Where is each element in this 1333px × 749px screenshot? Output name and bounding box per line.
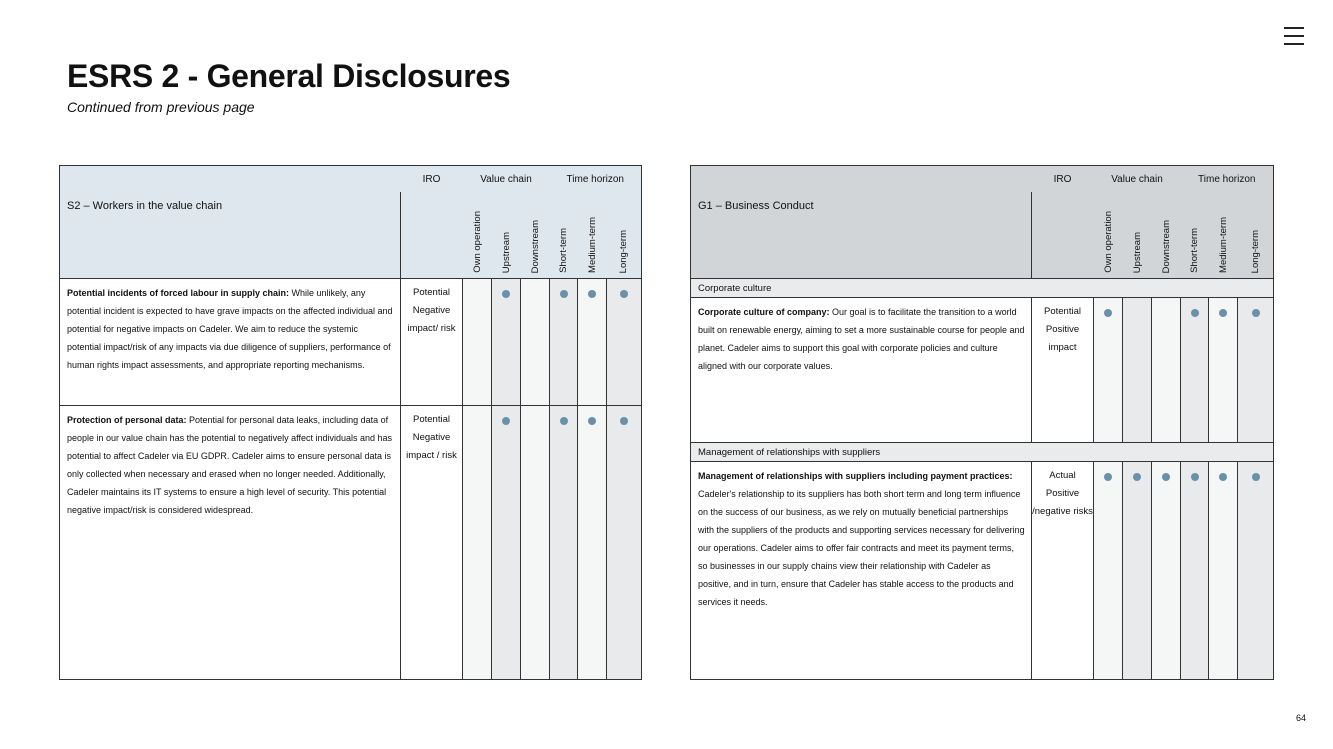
mark-medium-term [578,406,607,680]
mark-dot [1162,473,1170,481]
table-row [691,462,1274,680]
section-label: Management of relationships with suppliers [691,443,1274,462]
value-chain-header: Value chain [1094,166,1181,193]
mark-dot [620,417,628,425]
row-description: Protection of personal data: Potential for personal data leaks, including data of people in our value chain has the potential to negatively affect individuals and has potential to affect Cadeler via EU GDPR. Cadeler aims to ensure personal data is only collected when necessary and erased when no longer needed. Additionally, Cadeler maintains its IT systems to ensure a high level of security. This potential negative impact/risk is considered widespread. [60,406,401,680]
section-row [691,279,1274,298]
mark-short-term [1181,462,1209,680]
mark-short-term [1181,298,1209,443]
col-downstream: Downstream [1152,192,1181,279]
row-description: Corporate culture of company: Our goal is to facilitate the transition to a world built on renewable energy, aiming to set a more sustainable course for people and planet. Cadeler aims to support this goal with corporate policies and culture aligned with our corporate values. [691,298,1032,443]
row-description: Potential incidents of forced labour in supply chain: While unlikely, any potential incident is expected to have grave impacts on the affected individual and potential for negative impacts on Cadeler. We aim to reduce the systemic potential impact/risk of any impacts via due diligence of suppliers, performance of human rights impact assessments, and appropriate reporting mechanisms. [60,279,401,406]
mark-long-term [607,279,642,406]
col-upstream: Upstream [492,192,521,279]
mark-own-operation [463,406,492,680]
row-iro: Potential Positive impact [1032,298,1094,443]
mark-upstream [492,406,521,680]
mark-own-operation [1094,298,1123,443]
page-title: ESRS 2 - General Disclosures [67,58,511,94]
page-number: 64 [1295,713,1306,723]
mark-downstream [1152,298,1181,443]
mark-long-term [1238,298,1274,443]
mark-dot [1219,473,1227,481]
mark-upstream [1123,462,1152,680]
table-row [691,298,1274,443]
mark-dot [620,290,628,298]
col-medium-term: Medium-term [578,192,607,279]
s2-table [59,165,642,680]
mark-long-term [1238,462,1274,680]
col-long-term: Long-term [607,192,642,279]
time-horizon-header: Time horizon [1181,166,1274,193]
col-medium-term: Medium-term [1209,192,1238,279]
g1-table-title: G1 – Business Conduct [691,166,1032,279]
row-iro: Actual Positive /negative risks [1032,462,1094,680]
mark-downstream [1152,462,1181,680]
col-long-term: Long-term [1238,192,1274,279]
mark-dot [1252,473,1260,481]
mark-upstream [492,279,521,406]
mark-dot [1219,309,1227,317]
mark-dot [560,417,568,425]
mark-medium-term [1209,462,1238,680]
row-iro: Potential Negative impact / risk [401,406,463,680]
mark-dot [1104,309,1112,317]
mark-medium-term [578,279,607,406]
mark-downstream [521,279,550,406]
iro-header-spacer [1032,192,1094,279]
iro-header: IRO [1032,166,1094,193]
mark-own-operation [1094,462,1123,680]
iro-header-spacer [401,192,463,279]
menu-icon[interactable] [1284,27,1304,45]
page-subtitle: Continued from previous page [67,99,255,115]
mark-dot [502,290,510,298]
table-row [60,279,642,406]
mark-short-term [550,406,578,680]
col-own-operation: Own operation [463,192,492,279]
mark-dot [1191,473,1199,481]
mark-upstream [1123,298,1152,443]
mark-dot [560,290,568,298]
mark-dot [588,290,596,298]
col-short-term: Short-term [550,192,578,279]
col-upstream: Upstream [1123,192,1152,279]
mark-dot [1252,309,1260,317]
row-iro: Potential Negative impact/ risk [401,279,463,406]
mark-dot [1133,473,1141,481]
col-own-operation: Own operation [1094,192,1123,279]
value-chain-header: Value chain [463,166,550,193]
mark-own-operation [463,279,492,406]
s2-table-title: S2 – Workers in the value chain [60,166,401,279]
mark-dot [1191,309,1199,317]
mark-long-term [607,406,642,680]
col-downstream: Downstream [521,192,550,279]
time-horizon-header: Time horizon [550,166,642,193]
mark-dot [588,417,596,425]
mark-medium-term [1209,298,1238,443]
mark-short-term [550,279,578,406]
row-description: Management of relationships with suppliers including payment practices: Cadeler's relationship to its suppliers has both short term and long term influence on the success of our business, as we rely on mutually beneficial partnerships with the suppliers of the products and supporting services necessary for delivering our operations. Cadeler aims to offer fair contracts and meet its payment terms, so businesses in our supply chains view their relationship with Cadeler as positive, and in turn, ensure that Cadeler has stable access to the products and services it needs. [691,462,1032,680]
mark-downstream [521,406,550,680]
section-row [691,443,1274,462]
mark-dot [502,417,510,425]
g1-table [690,165,1274,680]
section-label: Corporate culture [691,279,1274,298]
col-short-term: Short-term [1181,192,1209,279]
table-row [60,406,642,680]
iro-header: IRO [401,166,463,193]
mark-dot [1104,473,1112,481]
